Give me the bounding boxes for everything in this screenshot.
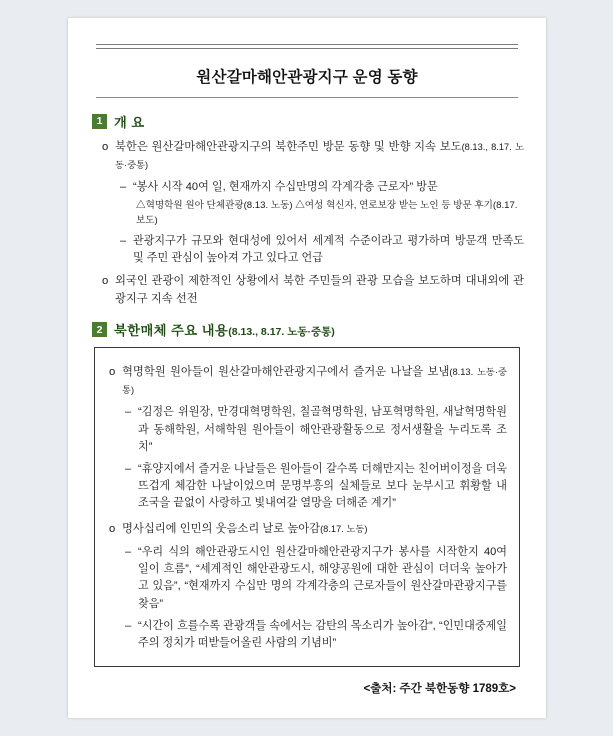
list-item-text: “김정은 위원장, 만경대혁명학원, 칠골혁명학원, 남포혁명학원, 새날혁명학원과 동해학원, 서해학원 원아들이 해안관광활동으로 정서생활을 누리도록 조치” <box>138 406 507 453</box>
document-page <box>68 18 546 718</box>
list-item <box>125 544 507 613</box>
title-underline <box>96 97 518 98</box>
list-item <box>120 233 524 267</box>
bullet-circle-icon: o <box>102 141 109 153</box>
list-item <box>102 139 524 174</box>
list-item-note: (8.13., 8.17. 노동·중통) <box>115 142 524 170</box>
bullet-dash-icon: – <box>125 406 132 419</box>
quote-box <box>94 347 520 667</box>
list-item-text: 외국인 관광이 제한적인 상황에서 북한 주민들의 관광 모습을 보도하며 대내외에 관광지구 지속 선전 <box>115 275 524 305</box>
list-item-text: △혁명학원 원아 단체관광(8.13. 노동) △여성 혁신자, 연로보장 받는 노인 등 방문 후기(8.17. 보도) <box>136 200 518 226</box>
bullet-circle-icon: o <box>102 275 109 288</box>
list-item-text: 명사십리에 인민의 웃음소리 날로 높아감 <box>122 523 321 536</box>
bullet-dash-icon: – <box>120 234 127 247</box>
section-title-2 <box>114 320 335 339</box>
bullet-dash-icon: – <box>125 619 132 632</box>
bullet-dash-icon: – <box>125 545 132 558</box>
section-heading-1 <box>92 112 524 131</box>
list-item-text: 북한은 원산갈마해안관광지구의 북한주민 방문 동향 및 반향 지속 보도 <box>115 141 462 153</box>
list-item-text: “봉사 시작 40여 일, 현재까지 수십만명의 각계각층 근로자” 방문 <box>133 181 438 193</box>
section-number-1: 1 <box>92 114 107 129</box>
list-item-text: 혁명학원 원아들이 원산갈마해안관광지구에서 즐거운 나날을 보냄 <box>122 366 450 379</box>
list-item-text: “우리 식의 해안관광도시인 원산갈마해안관광지구가 봉사를 시작한지 40여 일이 흐름”, “세계적인 해안관광도시, 해양공원에 대한 관심이 더더욱 높아가고 있음”, “현재까지 수십만 명의 각계각층의 근로자들이 원산갈마관광지구를 찾음” <box>138 545 507 610</box>
list-item <box>125 461 507 513</box>
list-item <box>125 618 507 652</box>
bullet-circle-icon: o <box>109 366 116 379</box>
bullet-circle-icon: o <box>109 523 116 536</box>
source-note: <출처: 주간 북한동향 1789호> <box>363 683 516 695</box>
list-item-note: (8.17. 노동) <box>320 524 368 535</box>
list-item <box>136 199 524 228</box>
list-item-note: (8.13. 노동·중통) <box>122 367 507 395</box>
list-item-text: “휴양지에서 즐거운 나날들은 원아들이 갈수록 더해만지는 친어버이정을 더욱 뜨겁게 체감한 나날이었으며 문명부흥의 실체들로 보다 눈부시고 휘황할 내 조국을 끝없이 사랑하고 빛내여갈 열망을 더해준 계기” <box>138 462 507 510</box>
section-title-2-main: 북한매체 주요 내용 <box>114 323 229 339</box>
list-item <box>120 179 524 196</box>
section-number-2: 2 <box>92 322 107 337</box>
section-title-2-sub: (8.13., 8.17. 노동·중통) <box>228 326 335 339</box>
bullet-dash-icon: – <box>120 181 127 193</box>
list-item <box>109 364 507 399</box>
section-title-1: 개 요 <box>114 115 145 130</box>
top-divider <box>96 44 518 49</box>
list-item <box>102 273 524 308</box>
bullet-dash-icon: – <box>125 462 132 475</box>
list-item <box>125 404 507 456</box>
page-title: 원산갈마해안관광지구 운영 동향 <box>196 69 418 86</box>
list-item-text: 관광지구가 규모와 현대성에 있어서 세계적 수준이라고 평가하며 방문객 만족도 및 주민 관심이 높아져 가고 있다고 언급 <box>133 234 524 265</box>
list-item-text: “시간이 흐를수록 관광객들 속에서는 감탄의 목소리가 높아감”, “인민대중제일주의 정치가 떠받들어올린 사람의 기념비” <box>138 619 507 649</box>
list-item <box>109 521 507 539</box>
section-heading-2 <box>92 320 524 339</box>
